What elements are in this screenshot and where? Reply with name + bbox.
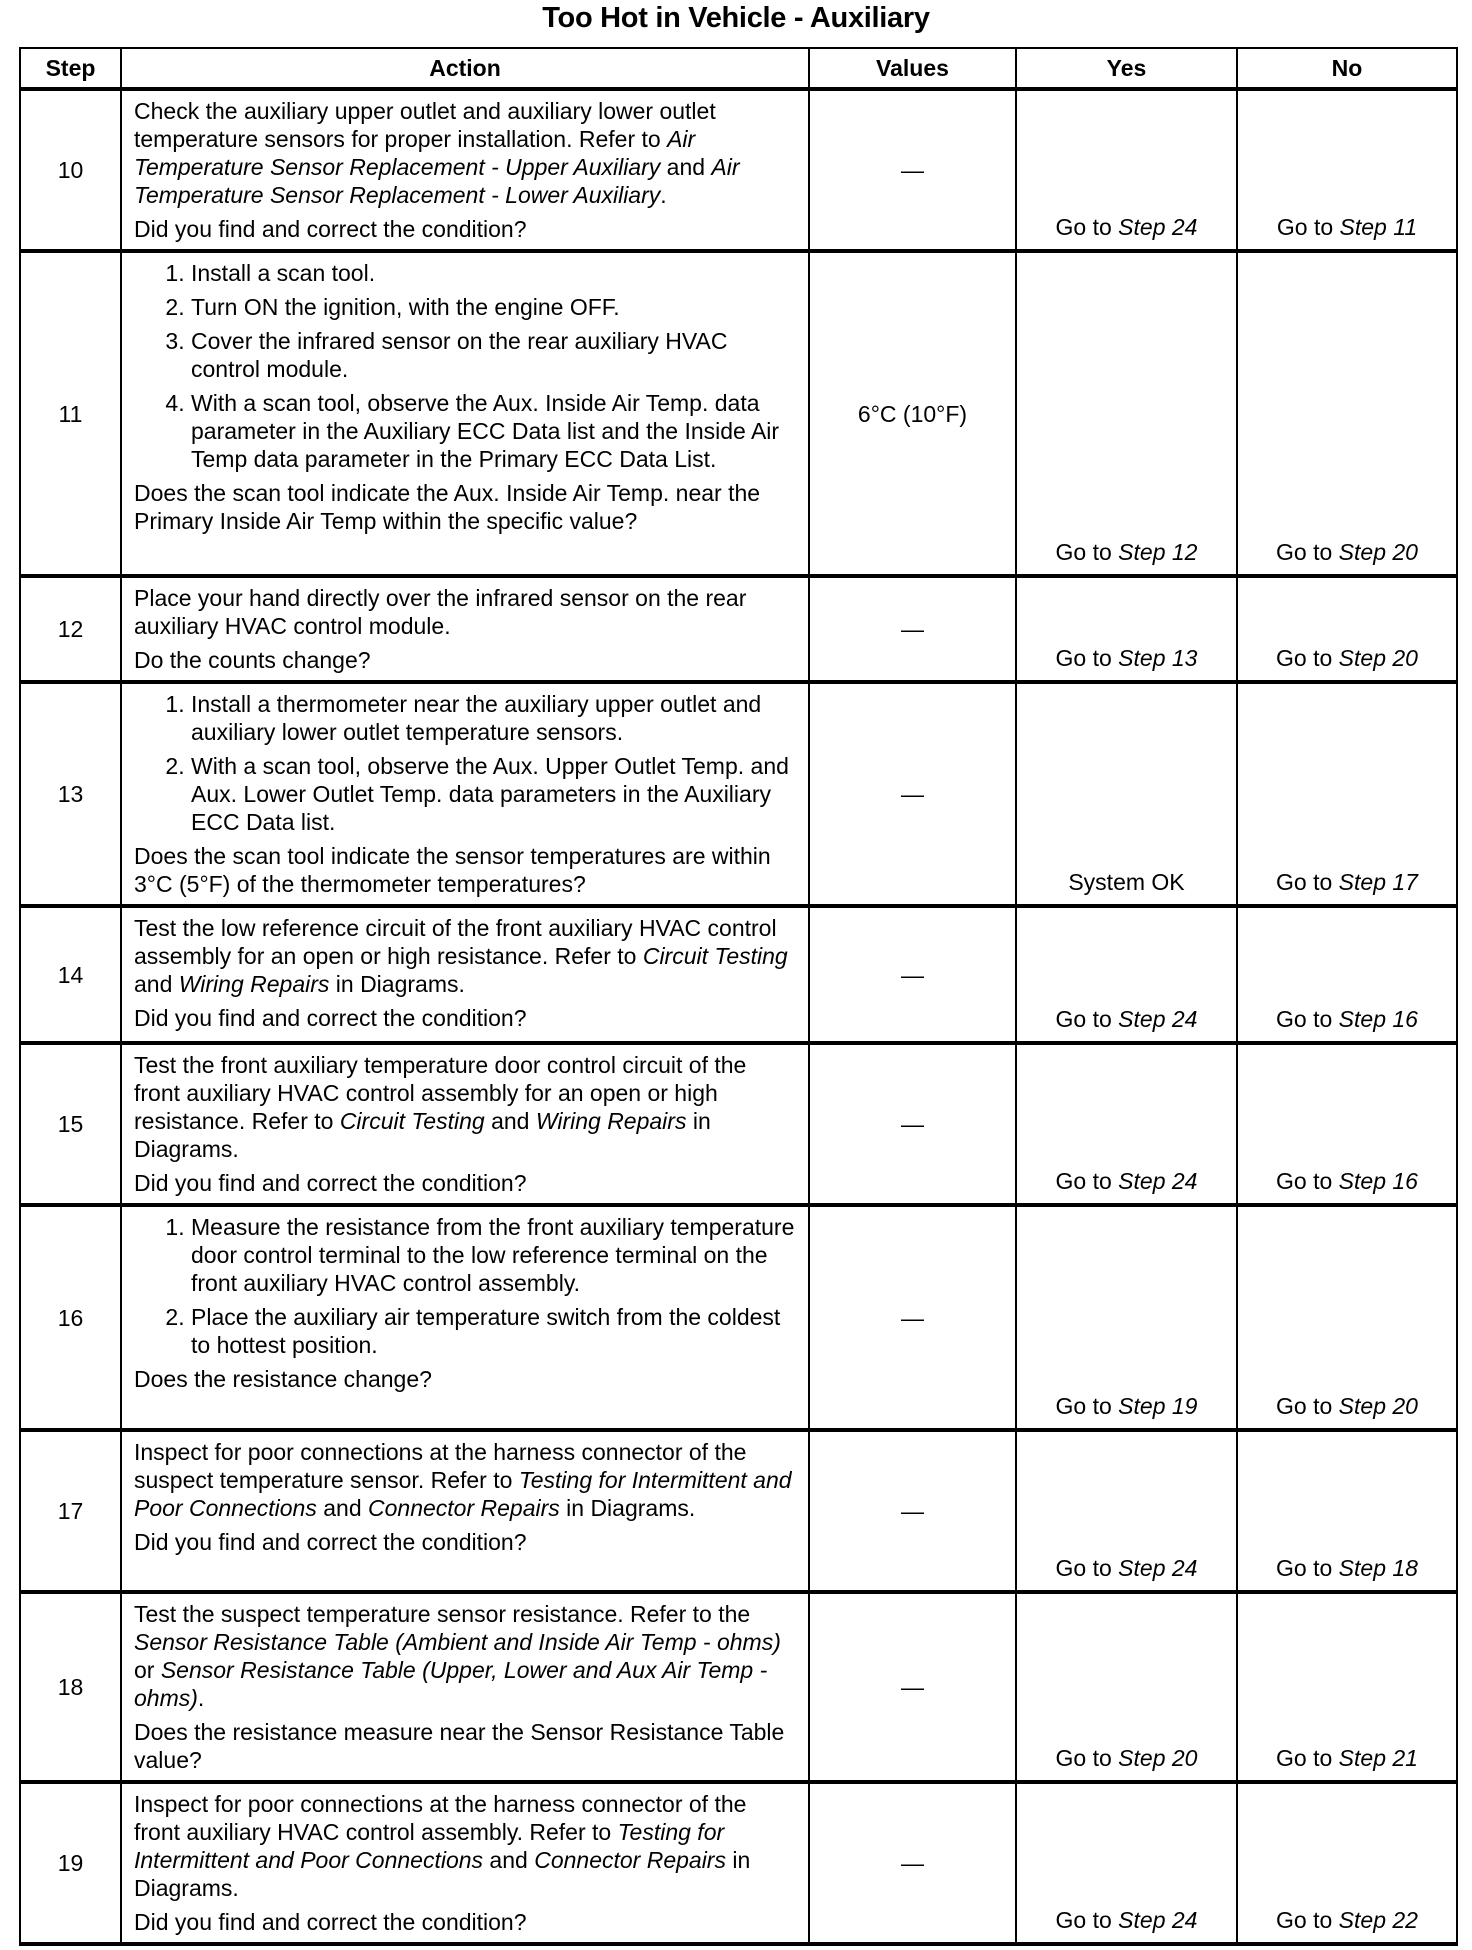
value-cell: —	[809, 1592, 1016, 1782]
no-goto-step-link[interactable]: Step 20	[1338, 1393, 1418, 1419]
no-goto-step-link[interactable]: Step 11	[1339, 214, 1418, 240]
no-cell	[1237, 251, 1457, 576]
reference-link[interactable]: Circuit Testing	[642, 943, 788, 969]
header-values: Values	[809, 48, 1016, 89]
yes-goto-step-link[interactable]: Step 24	[1118, 1555, 1198, 1581]
no-goto-prefix: Go to	[1276, 1168, 1339, 1194]
yes-result-text: System OK	[1068, 869, 1185, 895]
table-row	[20, 906, 1457, 1043]
table-row	[20, 89, 1457, 251]
step-number: 19	[20, 1782, 121, 1944]
step-number: 16	[20, 1205, 121, 1430]
step-number: 11	[20, 251, 121, 576]
table-row	[20, 1205, 1457, 1430]
action-cell	[121, 1430, 809, 1592]
no-goto-prefix: Go to	[1276, 869, 1339, 895]
step-number: 17	[20, 1430, 121, 1592]
action-question: Did you find and correct the condition?	[134, 1529, 527, 1555]
instruction-text: and	[483, 1847, 535, 1873]
no-cell	[1237, 1592, 1457, 1782]
no-goto-step-link[interactable]: Step 17	[1338, 869, 1418, 895]
yes-goto-step-link[interactable]: Step 12	[1118, 539, 1198, 565]
action-question: Do the counts change?	[134, 647, 371, 673]
step-number: 15	[20, 1043, 121, 1205]
instruction-text: .	[197, 1685, 205, 1711]
diagnostic-table	[19, 47, 1458, 1946]
no-goto-step-link[interactable]: Step 16	[1338, 1168, 1418, 1194]
instruction-text: Test the low reference circuit of the front auxiliary HVAC control assembly for an open or high resistance. Refer to	[134, 915, 777, 969]
yes-goto-prefix: Go to	[1055, 1907, 1119, 1933]
yes-goto-step-link[interactable]: Step 24	[1118, 1907, 1198, 1933]
page-title: Too Hot in Vehicle - Auxiliary	[542, 2, 930, 34]
no-cell	[1237, 906, 1457, 1043]
table-row	[20, 1782, 1457, 1944]
no-cell	[1237, 89, 1457, 251]
action-question: Did you find and correct the condition?	[134, 216, 527, 242]
yes-goto-step-link[interactable]: Step 24	[1118, 214, 1198, 240]
header-no: No	[1237, 48, 1457, 89]
yes-goto-step-link[interactable]: Step 24	[1118, 1168, 1198, 1194]
no-goto-prefix: Go to	[1276, 1006, 1339, 1032]
action-steps-list	[134, 690, 796, 836]
no-goto-prefix: Go to	[1276, 1907, 1339, 1933]
value-cell: —	[809, 682, 1016, 906]
yes-goto-prefix: Go to	[1055, 214, 1119, 240]
action-cell	[121, 1043, 809, 1205]
table-row	[20, 1430, 1457, 1592]
header-yes: Yes	[1016, 48, 1237, 89]
yes-goto-prefix: Go to	[1055, 1006, 1119, 1032]
action-cell	[121, 682, 809, 906]
value-cell: —	[809, 1430, 1016, 1592]
reference-link[interactable]: Sensor Resistance Table (Ambient and Inside Air Temp - ohms)	[134, 1629, 781, 1655]
action-instructions	[134, 914, 796, 998]
yes-goto-step-link[interactable]: Step 13	[1118, 645, 1198, 671]
action-question: Does the scan tool indicate the sensor temperatures are within 3°C (5°F) of the thermometer temperatures?	[134, 843, 771, 897]
value-cell: 6°C (10°F)	[809, 251, 1016, 576]
no-goto-prefix: Go to	[1276, 645, 1339, 671]
yes-cell	[1016, 1430, 1237, 1592]
yes-goto-step-link[interactable]: Step 19	[1118, 1393, 1198, 1419]
action-step-item: 1. Install a thermometer near the auxiliary upper outlet and auxiliary lower outlet temperature sensors.	[191, 690, 796, 746]
instruction-text: .	[660, 182, 667, 208]
table-body	[20, 89, 1457, 1944]
action-step-item: 1. Measure the resistance from the front auxiliary temperature door control terminal to the low reference terminal on the front auxiliary HVAC control assembly.	[191, 1213, 796, 1297]
step-number: 14	[20, 906, 121, 1043]
instruction-text: Inspect for poor connections at the harness connector of the front auxiliary HVAC control assembly. Refer to	[134, 1791, 747, 1845]
action-instructions	[134, 584, 796, 640]
yes-goto-prefix: Go to	[1055, 645, 1119, 671]
action-instructions	[134, 97, 796, 209]
instruction-text: and	[134, 971, 179, 997]
no-cell	[1237, 1782, 1457, 1944]
instruction-text: Test the suspect temperature sensor resistance. Refer to the	[134, 1601, 751, 1627]
reference-link[interactable]: Circuit Testing	[339, 1108, 485, 1134]
action-step-item: 2. With a scan tool, observe the Aux. Upper Outlet Temp. and Aux. Lower Outlet Temp. data parameters in the Auxiliary ECC Data list.	[191, 752, 796, 836]
action-cell	[121, 1205, 809, 1430]
yes-cell	[1016, 1205, 1237, 1430]
no-goto-prefix: Go to	[1276, 539, 1339, 565]
no-goto-step-link[interactable]: Step 20	[1338, 645, 1418, 671]
yes-cell	[1016, 1043, 1237, 1205]
table-row	[20, 251, 1457, 576]
header-action: Action	[121, 48, 809, 89]
no-goto-prefix: Go to	[1276, 1745, 1339, 1771]
no-cell	[1237, 1205, 1457, 1430]
action-step-item: 1. Install a scan tool.	[191, 259, 796, 287]
action-cell	[121, 89, 809, 251]
table-row	[20, 682, 1457, 906]
instruction-text: and	[660, 154, 712, 180]
value-cell: —	[809, 576, 1016, 682]
action-question: Did you find and correct the condition?	[134, 1170, 527, 1196]
yes-goto-prefix: Go to	[1055, 539, 1119, 565]
value-cell: —	[809, 1043, 1016, 1205]
yes-cell	[1016, 576, 1237, 682]
table-row	[20, 576, 1457, 682]
yes-goto-prefix: Go to	[1055, 1168, 1119, 1194]
yes-cell	[1016, 251, 1237, 576]
no-goto-step-link[interactable]: Step 20	[1338, 539, 1418, 565]
step-number: 10	[20, 89, 121, 251]
reference-link[interactable]: Connector Repairs	[368, 1495, 560, 1521]
yes-cell	[1016, 1592, 1237, 1782]
action-question: Did you find and correct the condition?	[134, 1909, 527, 1935]
instruction-text: in Diagrams.	[559, 1495, 696, 1521]
no-cell	[1237, 1043, 1457, 1205]
no-goto-prefix: Go to	[1276, 1393, 1339, 1419]
instruction-text: or	[134, 1657, 161, 1683]
instruction-text: in Diagrams.	[134, 1108, 711, 1162]
action-instructions	[134, 1600, 796, 1712]
instruction-text: Test the front auxiliary temperature door control circuit of the front auxiliary HVAC control assembly for an open or high resistance. Refer to	[134, 1052, 747, 1134]
action-cell	[121, 906, 809, 1043]
action-question: Does the resistance change?	[134, 1366, 432, 1392]
no-goto-step-link[interactable]: Step 22	[1338, 1907, 1418, 1933]
no-goto-step-link[interactable]: Step 21	[1338, 1745, 1418, 1771]
reference-link[interactable]: Wiring Repairs	[535, 1108, 687, 1134]
reference-link[interactable]: Testing for Intermittent and Poor Connections	[134, 1467, 792, 1521]
no-cell	[1237, 682, 1457, 906]
action-question: Does the scan tool indicate the Aux. Inside Air Temp. near the Primary Inside Air Temp within the specific value?	[134, 480, 761, 534]
action-question: Does the resistance measure near the Sensor Resistance Table value?	[134, 1719, 785, 1773]
yes-goto-prefix: Go to	[1055, 1745, 1119, 1771]
yes-cell	[1016, 682, 1237, 906]
instruction-text: in Diagrams.	[329, 971, 465, 997]
step-number: 13	[20, 682, 121, 906]
instruction-text: in Diagrams.	[134, 1847, 751, 1901]
no-cell	[1237, 576, 1457, 682]
yes-goto-step-link[interactable]: Step 24	[1118, 1006, 1198, 1032]
value-cell: —	[809, 1782, 1016, 1944]
action-step-item: 2. Turn ON the ignition, with the engine OFF.	[191, 293, 796, 321]
yes-cell	[1016, 906, 1237, 1043]
instruction-text: and	[316, 1495, 368, 1521]
instruction-text: and	[484, 1108, 536, 1134]
action-cell	[121, 1592, 809, 1782]
action-step-item: 3. Cover the infrared sensor on the rear auxiliary HVAC control module.	[191, 327, 796, 383]
table-row	[20, 1043, 1457, 1205]
instruction-text: Check the auxiliary upper outlet and auxiliary lower outlet temperature sensors for proper installation. Refer to	[134, 98, 716, 152]
value-cell: —	[809, 89, 1016, 251]
no-goto-prefix: Go to	[1276, 214, 1340, 240]
no-goto-prefix: Go to	[1276, 1555, 1339, 1581]
no-goto-step-link[interactable]: Step 16	[1338, 1006, 1418, 1032]
yes-cell	[1016, 89, 1237, 251]
reference-link[interactable]: Sensor Resistance Table (Upper, Lower and Aux Air Temp - ohms)	[134, 1657, 768, 1711]
action-instructions	[134, 1438, 796, 1522]
yes-cell	[1016, 1782, 1237, 1944]
action-instructions	[134, 1790, 796, 1902]
yes-goto-step-link[interactable]: Step 20	[1118, 1745, 1198, 1771]
table-row	[20, 1592, 1457, 1782]
no-goto-step-link[interactable]: Step 18	[1338, 1555, 1418, 1581]
table-header-row	[20, 48, 1457, 89]
instruction-text: Place your hand directly over the infrared sensor on the rear auxiliary HVAC control module.	[134, 585, 747, 639]
action-instructions	[134, 1051, 796, 1163]
action-cell	[121, 576, 809, 682]
instruction-text: Inspect for poor connections at the harness connector of the suspect temperature sensor. Refer to	[134, 1439, 747, 1493]
reference-link[interactable]: Testing for Intermittent and Poor Connections	[134, 1819, 725, 1873]
yes-goto-prefix: Go to	[1055, 1393, 1119, 1419]
reference-link[interactable]: Wiring Repairs	[178, 971, 330, 997]
reference-link[interactable]: Air Temperature Sensor Replacement - Lower Auxiliary	[134, 154, 740, 208]
header-step: Step	[20, 48, 121, 89]
reference-link[interactable]: Connector Repairs	[534, 1847, 726, 1873]
action-steps-list	[134, 1213, 796, 1359]
action-question: Did you find and correct the condition?	[134, 1005, 527, 1031]
value-cell: —	[809, 906, 1016, 1043]
value-cell: —	[809, 1205, 1016, 1430]
action-cell	[121, 251, 809, 576]
action-steps-list	[134, 259, 796, 473]
action-step-item: 4. With a scan tool, observe the Aux. Inside Air Temp. data parameter in the Auxiliary ECC Data list and the Inside Air Temp data parameter in the Primary ECC Data List.	[191, 389, 796, 473]
action-cell	[121, 1782, 809, 1944]
step-number: 18	[20, 1592, 121, 1782]
action-step-item: 2. Place the auxiliary air temperature switch from the coldest to hottest position.	[191, 1303, 796, 1359]
yes-goto-prefix: Go to	[1055, 1555, 1119, 1581]
step-number: 12	[20, 576, 121, 682]
reference-link[interactable]: Air Temperature Sensor Replacement - Upper Auxiliary	[134, 126, 696, 180]
no-cell	[1237, 1430, 1457, 1592]
